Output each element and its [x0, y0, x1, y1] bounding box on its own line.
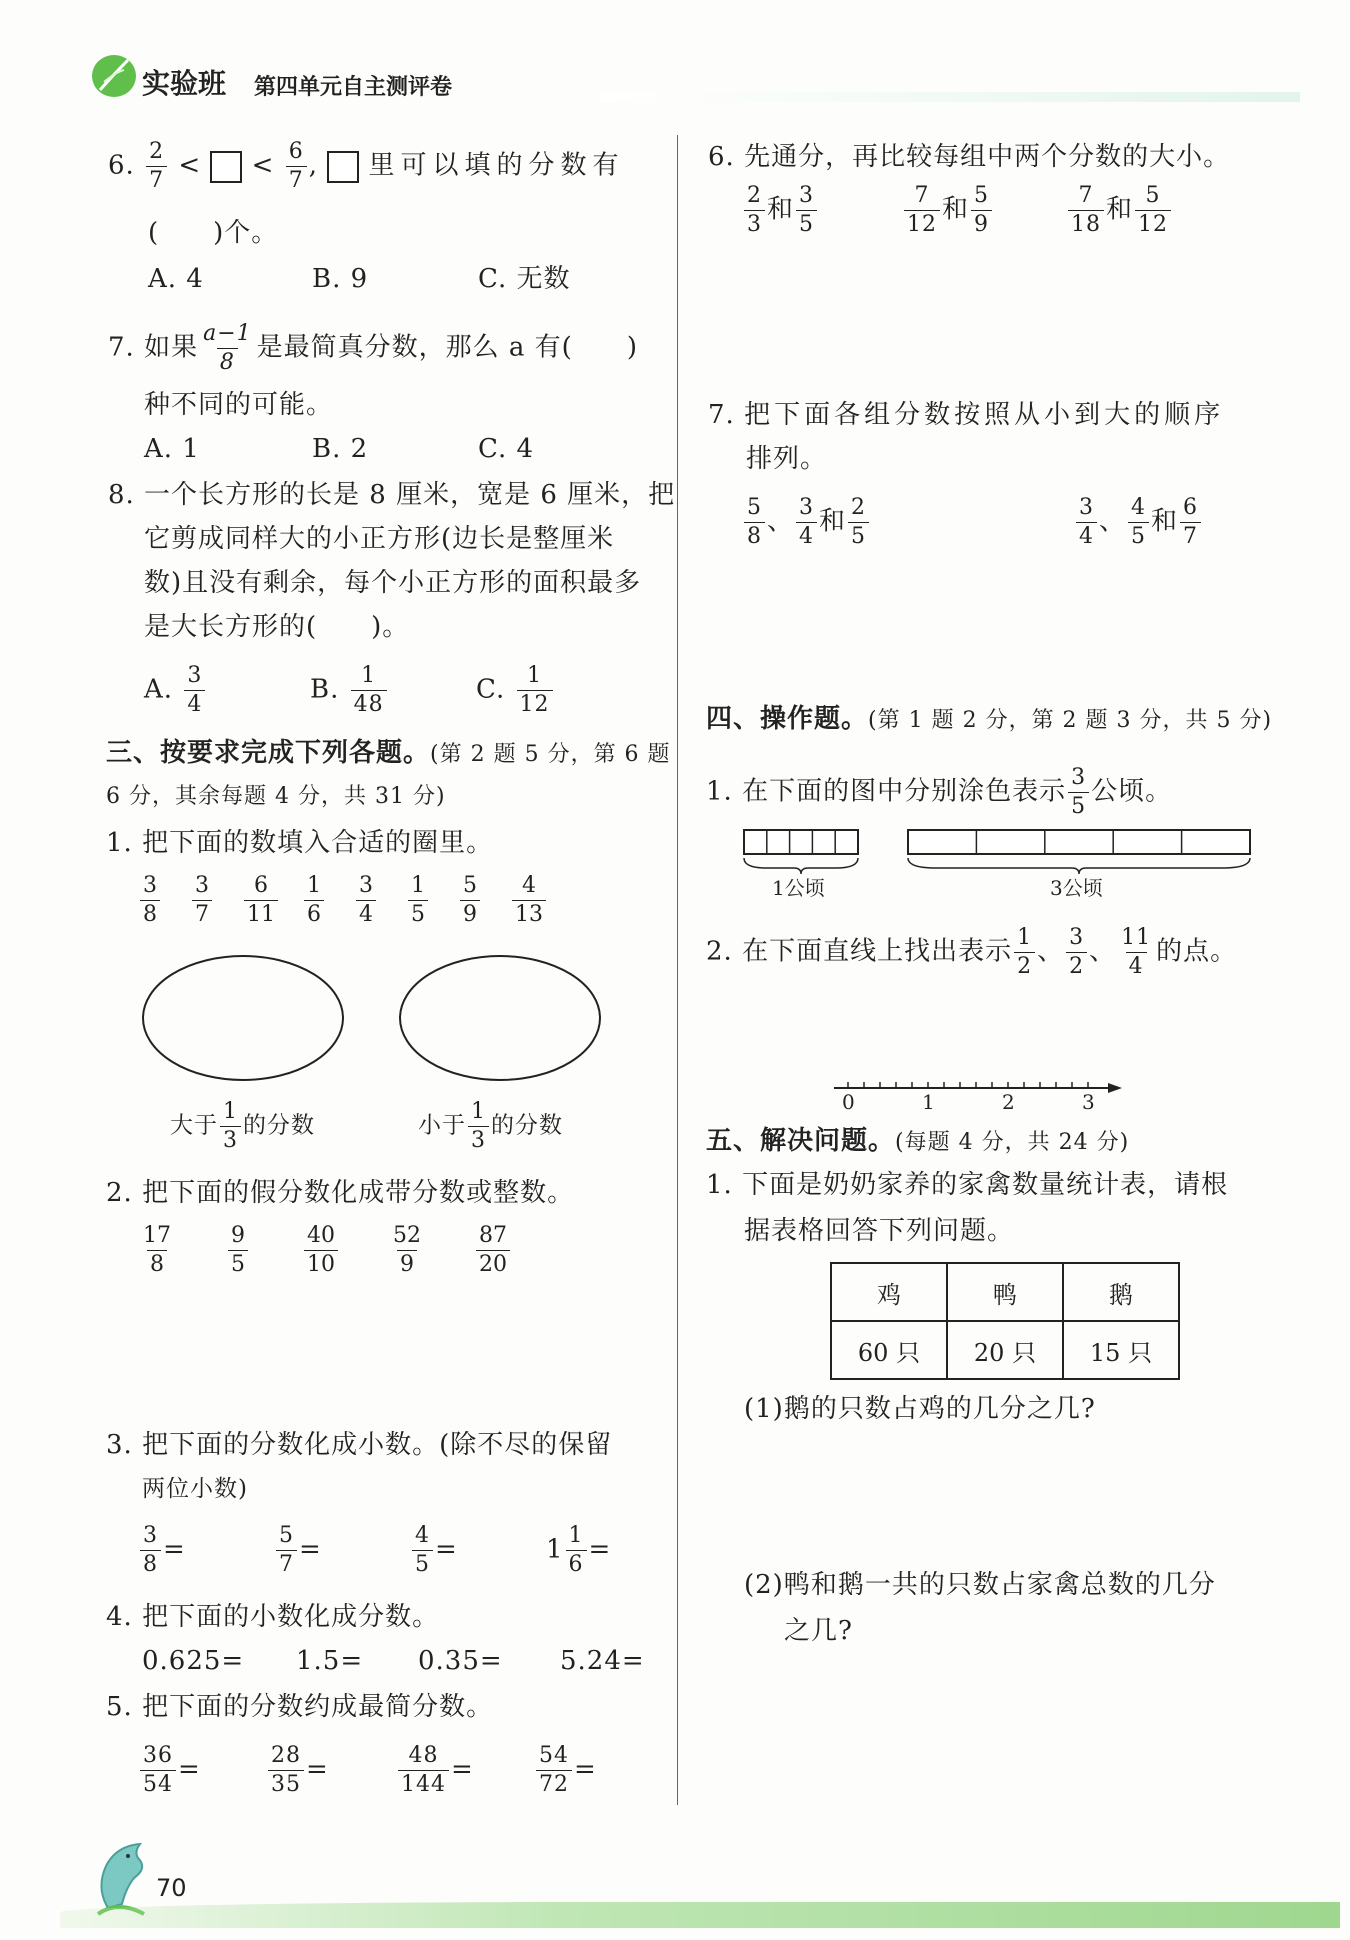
- bar-3-hectare[interactable]: [908, 830, 1250, 854]
- oval-less-label: 小于 $\frac{1}{3}$ 的分数: [418, 1099, 563, 1153]
- s5q1-sub1: (1)鹅的只数占鸡的几分之几?: [744, 1394, 1096, 1424]
- s3q2-prompt: 2. 把下面的假分数化成带分数或整数。: [106, 1178, 575, 1208]
- s3q4-item-2: 1.5=: [296, 1646, 364, 1676]
- answer-box[interactable]: [210, 151, 242, 183]
- q8-option-b: B. $\frac{1}{48}$: [310, 664, 389, 717]
- r-q6-pair-3: $\frac{7}{18}$ 和 $\frac{5}{12}$: [1066, 184, 1173, 237]
- q6-option-b: B. 9: [312, 264, 369, 294]
- table-header-row: [831, 1263, 1179, 1321]
- s4q1-prompt: 1. 在下面的图中分别涂色表示 $\frac{3}{5}$ 公顷。: [706, 765, 1173, 819]
- footer-band: [60, 1902, 1340, 1928]
- brand-title: 实验班: [142, 67, 227, 100]
- q8-line2: 它剪成同样大的小正方形(边长是整厘米: [144, 524, 615, 554]
- table-row: [831, 1321, 1179, 1379]
- column-divider: [677, 135, 678, 1805]
- fraction: $\frac{6}{7}$: [286, 140, 307, 193]
- poultry-table: [830, 1262, 1180, 1380]
- table-cell: 60 只: [831, 1321, 947, 1379]
- q8-option-a: A. $\frac{3}{4}$: [144, 664, 207, 717]
- s3q5-item-4: $\frac{54}{72}$ =: [534, 1744, 597, 1797]
- oval-greater-label: 大于 $\frac{1}{3}$ 的分数: [170, 1099, 315, 1153]
- q8-line1: 一个长方形的长是 8 厘米，宽是 6 厘米，把: [144, 480, 676, 510]
- bar-1-hectare[interactable]: [744, 830, 858, 854]
- s3q4-item-4: 5.24=: [560, 1646, 645, 1676]
- q6-option-c: C. 无数: [478, 264, 571, 294]
- s3q4-item-3: 0.35=: [418, 1646, 503, 1676]
- tick-label-1: 1: [922, 1090, 935, 1114]
- section-4-heading: 四、操作题。(第 1 题 2 分，第 2 题 3 分，共 5 分): [706, 704, 1273, 734]
- oval-less[interactable]: [400, 956, 600, 1080]
- s3q4-item-1: 0.625=: [142, 1646, 245, 1676]
- q6-blank: ( )个。: [148, 218, 279, 248]
- s3q5-item-1: $\frac{36}{54}$ =: [138, 1744, 201, 1797]
- s3q3-item-3: $\frac{4}{5}$ =: [410, 1524, 458, 1577]
- page-subtitle: 第四单元自主测评卷: [254, 75, 453, 100]
- q7-option-c: C. 4: [478, 434, 535, 464]
- q7-option-b: B. 2: [312, 434, 369, 464]
- s3q3-prompt: 3. 把下面的分数化成小数。(除不尽的保留: [106, 1430, 613, 1460]
- r-q7-line2: 排列。: [746, 444, 828, 474]
- s3q3-item-1: $\frac{3}{8}$ =: [138, 1524, 186, 1577]
- table-cell: 20 只: [947, 1321, 1063, 1379]
- q7-line2: 种不同的可能。: [144, 390, 334, 420]
- r-question-6: 6. 先通分，再比较每组中两个分数的大小。: [708, 142, 1231, 172]
- s3q5-item-3: $\frac{48}{144}$ =: [396, 1744, 474, 1797]
- r-q6-pair-2: $\frac{7}{12}$ 和 $\frac{5}{9}$: [902, 184, 994, 237]
- bar-1-label: 1公顷: [772, 876, 825, 900]
- section-5-heading: 五、解决问题。(每题 4 分，共 24 分): [706, 1126, 1130, 1156]
- q8-option-c: C. $\frac{1}{12}$: [476, 664, 555, 717]
- table-cell: 鸭: [947, 1263, 1063, 1321]
- section-3-note: 6 分，其余每题 4 分，共 31 分): [106, 784, 446, 809]
- s3q3-line2: 两位小数): [142, 1476, 248, 1502]
- fraction: $\frac{a-1}{8}$: [203, 321, 252, 375]
- q7-option-a: A. 1: [144, 434, 200, 464]
- s3q5-item-2: $\frac{28}{35}$ =: [266, 1744, 329, 1797]
- oval-greater[interactable]: [143, 956, 343, 1080]
- tick-label-2: 2: [1002, 1090, 1015, 1114]
- question-7: 7. 如果 $\frac{a-1}{8}$ 是最简真分数，那么 a 有( ): [108, 321, 638, 375]
- leaf-logo-icon: [90, 52, 138, 100]
- tick-label-0: 0: [842, 1090, 855, 1114]
- s5q1-sub2b: 之几?: [784, 1616, 853, 1646]
- tick-label-3: 3: [1082, 1090, 1095, 1114]
- s5q1-line2: 据表格回答下列问题。: [744, 1216, 1015, 1246]
- question-6: 6. $\frac{2}{7}$ < < $\frac{6}{7}$ , 里可以填的分数有: [108, 139, 625, 193]
- q8-line3: 数)且没有剩余，每个小正方形的面积最多: [144, 568, 642, 598]
- s3q3-item-4: 1 $\frac{1}{6}$ =: [546, 1523, 612, 1577]
- s3q5-prompt: 5. 把下面的分数约成最简分数。: [106, 1692, 494, 1722]
- q6-option-a: A. 4: [148, 264, 204, 294]
- fraction: $\frac{2}{7}$: [146, 140, 167, 193]
- s5q1-sub2a: (2)鸭和鹅一共的只数占家禽总数的几分: [744, 1570, 1216, 1600]
- r-question-7: 7. 把下面各组分数按照从小到大的顺序: [708, 400, 1225, 430]
- s3q1-prompt: 1. 把下面的数填入合适的圈里。: [106, 828, 494, 858]
- s3q3-item-2: $\frac{5}{7}$ =: [274, 1524, 322, 1577]
- answer-box[interactable]: [327, 151, 359, 183]
- header-band: [600, 92, 1300, 102]
- table-cell: 15 只: [1063, 1321, 1179, 1379]
- q8-num: 8.: [108, 480, 135, 510]
- table-cell: 鹅: [1063, 1263, 1179, 1321]
- q8-line4: 是大长方形的( )。: [144, 612, 410, 642]
- header: [0, 0, 1350, 110]
- s4q2-prompt: 2. 在下面直线上找出表示 $\frac{1}{2}$ 、 $\frac{3}{2}$ 、 $\frac{11}{4}$ 的点。: [706, 925, 1238, 979]
- s3q4-prompt: 4. 把下面的小数化成分数。: [106, 1602, 440, 1632]
- s5q1-prompt: 1. 下面是奶奶家养的家禽数量统计表，请根: [706, 1170, 1229, 1200]
- r-q6-pair-1: $\frac{2}{3}$ 和 $\frac{3}{5}$: [742, 184, 819, 237]
- table-cell: 鸡: [831, 1263, 947, 1321]
- r-q7-group-2: $\frac{3}{4}$ 、 $\frac{4}{5}$ 和 $\frac{6}{7}$: [1074, 496, 1203, 549]
- answer-ovals: [130, 950, 620, 1100]
- section-3-heading: 三、按要求完成下列各题。(第 2 题 5 分，第 6 题: [106, 738, 671, 768]
- page-number: 70: [156, 1874, 187, 1902]
- r-q7-group-1: $\frac{5}{8}$ 、 $\frac{3}{4}$ 和 $\frac{2}{5}$: [742, 496, 871, 549]
- bar-3-label: 3公顷: [1050, 876, 1103, 900]
